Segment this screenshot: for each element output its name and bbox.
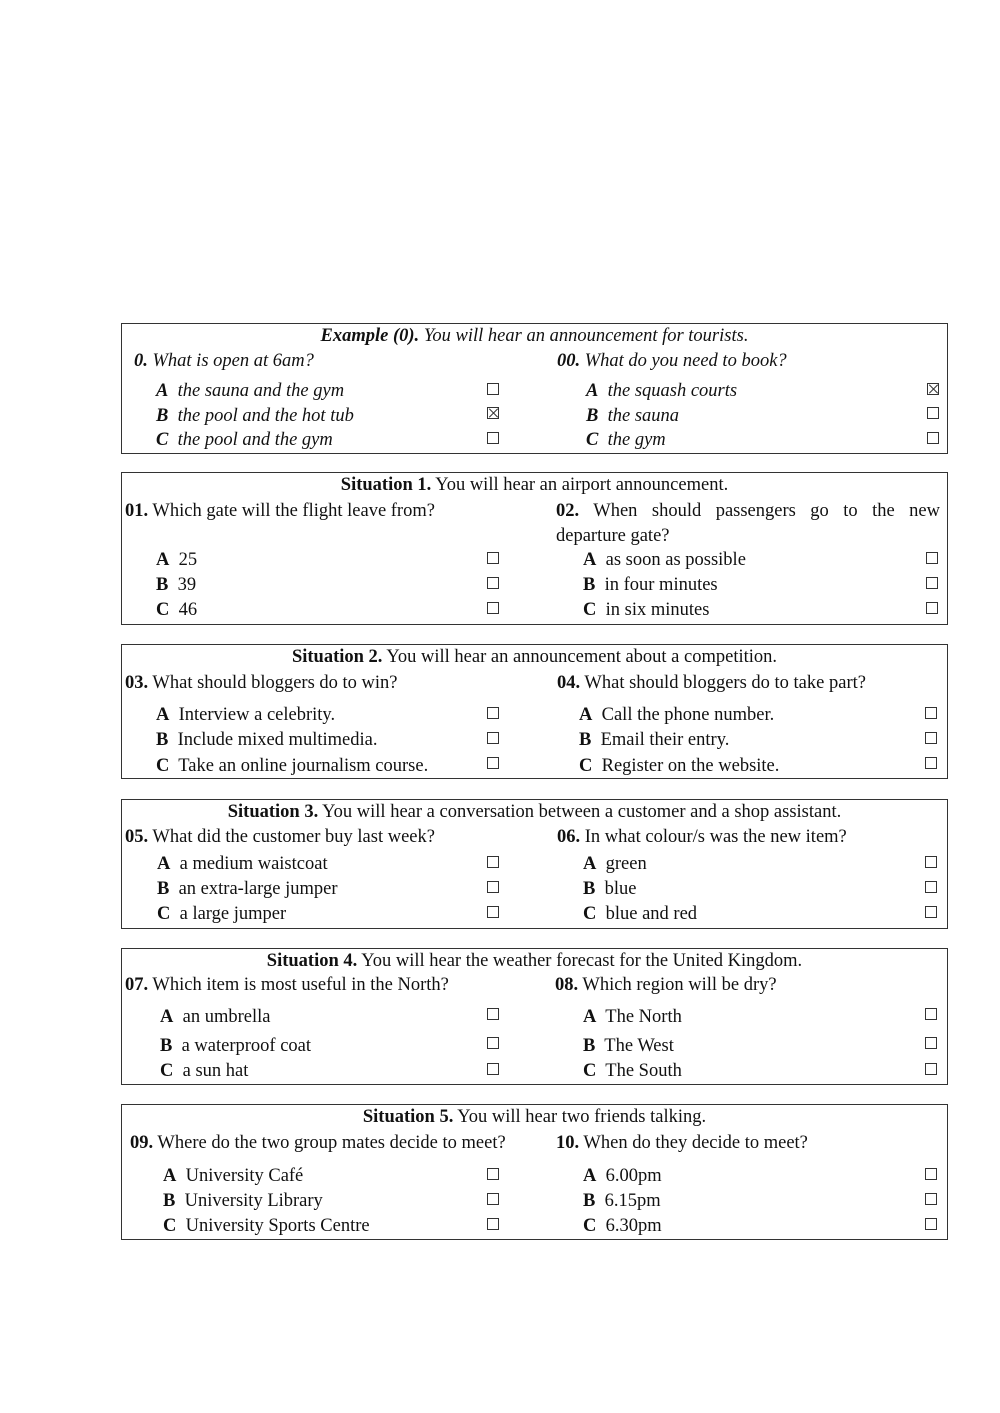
option-05-b: B an extra-large jumper bbox=[157, 879, 338, 899]
question-number: 07. bbox=[125, 975, 149, 995]
question-text: What should bloggers do to win? bbox=[148, 673, 398, 693]
checkbox-01-a[interactable] bbox=[487, 552, 499, 564]
option-00-c: C the gym bbox=[586, 430, 666, 450]
situation-1-box bbox=[121, 472, 948, 625]
question-number: 08. bbox=[555, 975, 579, 995]
option-09-b: B University Library bbox=[163, 1191, 323, 1211]
question-05 bbox=[125, 825, 435, 850]
option-09-a: A University Café bbox=[163, 1166, 304, 1186]
situation-4-box bbox=[121, 948, 948, 1085]
question-text: When should passengers go to the new departure gate? bbox=[556, 501, 940, 546]
question-text: When do they decide to meet? bbox=[579, 1133, 808, 1153]
option-02-a: A as soon as possible bbox=[583, 550, 746, 570]
situation-title-text: You will hear the weather forecast for the United Kingdom. bbox=[357, 951, 803, 971]
question-number: 03. bbox=[125, 673, 149, 693]
option-03-a: A Interview a celebrity. bbox=[156, 705, 336, 725]
question-06 bbox=[557, 825, 847, 850]
checkbox-08-c[interactable] bbox=[925, 1063, 937, 1075]
example-heading bbox=[122, 324, 947, 349]
question-number: 04. bbox=[557, 673, 581, 693]
option-04-b: B Email their entry. bbox=[579, 730, 730, 750]
situation-title-bold: Situation 2. bbox=[291, 647, 383, 667]
option-01-a: A 25 bbox=[156, 550, 198, 570]
question-text: In what colour/s was the new item? bbox=[580, 827, 847, 847]
situation-2-box bbox=[121, 644, 948, 779]
question-08 bbox=[555, 973, 777, 998]
situation-title-text: You will hear a conversation between a customer and a shop assistant. bbox=[318, 802, 842, 822]
situation-title-text: You will hear an announcement about a competition. bbox=[382, 647, 778, 667]
situation-heading bbox=[122, 800, 947, 825]
option-01-c: C 46 bbox=[156, 600, 198, 620]
situation-title-bold: Situation 4. bbox=[266, 951, 358, 971]
example-box bbox=[121, 323, 948, 454]
option-04-c: C Register on the website. bbox=[579, 756, 780, 776]
question-text: What should bloggers do to take part? bbox=[580, 673, 866, 693]
option-08-c: C The South bbox=[583, 1061, 682, 1081]
situation-5-box bbox=[121, 1104, 948, 1240]
option-07-b: B a waterproof coat bbox=[160, 1036, 312, 1056]
option-02-b: B in four minutes bbox=[583, 575, 718, 595]
situation-heading bbox=[122, 1105, 947, 1130]
checkbox-03-b[interactable] bbox=[487, 732, 499, 744]
question-09 bbox=[130, 1131, 506, 1156]
checkbox-07-b[interactable] bbox=[487, 1037, 499, 1049]
checkbox-0-b[interactable] bbox=[487, 407, 499, 419]
example-title-text: You will hear an announcement for tourists. bbox=[419, 326, 749, 346]
option-02-c: C in six minutes bbox=[583, 600, 710, 620]
checkbox-04-a[interactable] bbox=[925, 707, 937, 719]
checkbox-05-c[interactable] bbox=[487, 906, 499, 918]
checkbox-09-b[interactable] bbox=[487, 1193, 499, 1205]
checkbox-01-b[interactable] bbox=[487, 577, 499, 589]
example-title-bold: Example (0). bbox=[320, 326, 420, 346]
situation-title-text: You will hear an airport announcement. bbox=[431, 475, 729, 495]
question-number: 05. bbox=[125, 827, 149, 847]
question-text: What is open at 6am? bbox=[147, 351, 314, 371]
question-00 bbox=[557, 349, 787, 374]
question-10 bbox=[556, 1131, 808, 1156]
checkbox-00-b[interactable] bbox=[927, 407, 939, 419]
checkbox-03-c[interactable] bbox=[487, 757, 499, 769]
question-03 bbox=[125, 671, 398, 696]
checkbox-0-a[interactable] bbox=[487, 383, 499, 395]
situation-title-bold: Situation 1. bbox=[340, 475, 432, 495]
checkbox-10-a[interactable] bbox=[925, 1168, 937, 1180]
question-02 bbox=[556, 499, 940, 549]
checkbox-09-a[interactable] bbox=[487, 1168, 499, 1180]
situation-heading bbox=[122, 473, 947, 498]
question-number: 09. bbox=[130, 1133, 154, 1153]
checkbox-08-b[interactable] bbox=[925, 1037, 937, 1049]
question-number: 02. bbox=[556, 501, 580, 521]
situation-heading bbox=[122, 949, 947, 974]
question-0 bbox=[134, 349, 314, 374]
option-0-b: B the pool and the hot tub bbox=[156, 406, 354, 426]
question-04 bbox=[557, 671, 866, 696]
checkbox-00-a[interactable] bbox=[927, 383, 939, 395]
checkbox-04-b[interactable] bbox=[925, 732, 937, 744]
checkbox-05-a[interactable] bbox=[487, 856, 499, 868]
option-00-a: A the squash courts bbox=[586, 381, 738, 401]
option-0-c: C the pool and the gym bbox=[156, 430, 333, 450]
question-number: 01. bbox=[125, 501, 149, 521]
option-10-a: A 6.00pm bbox=[583, 1166, 662, 1186]
option-07-c: C a sun hat bbox=[160, 1061, 249, 1081]
option-06-c: C blue and red bbox=[583, 904, 698, 924]
situation-title-bold: Situation 5. bbox=[362, 1107, 454, 1127]
situation-heading bbox=[122, 645, 947, 670]
question-text: Where do the two group mates decide to meet? bbox=[153, 1133, 506, 1153]
question-text: What did the customer buy last week? bbox=[148, 827, 435, 847]
checkbox-09-c[interactable] bbox=[487, 1218, 499, 1230]
checkbox-06-b[interactable] bbox=[925, 881, 937, 893]
checkbox-05-b[interactable] bbox=[487, 881, 499, 893]
question-text: Which region will be dry? bbox=[578, 975, 777, 995]
question-number: 10. bbox=[556, 1133, 580, 1153]
option-08-a: A The North bbox=[583, 1007, 682, 1027]
checkbox-03-a[interactable] bbox=[487, 707, 499, 719]
option-03-b: B Include mixed multimedia. bbox=[156, 730, 378, 750]
checkbox-08-a[interactable] bbox=[925, 1008, 937, 1020]
question-number: 00. bbox=[557, 351, 581, 371]
checkbox-02-b[interactable] bbox=[926, 577, 938, 589]
question-number: 0. bbox=[134, 351, 148, 371]
question-text: Which item is most useful in the North? bbox=[148, 975, 449, 995]
option-00-b: B the sauna bbox=[586, 406, 680, 426]
checkbox-01-c[interactable] bbox=[487, 602, 499, 614]
checkbox-0-c[interactable] bbox=[487, 432, 499, 444]
checkbox-10-b[interactable] bbox=[925, 1193, 937, 1205]
option-07-a: A an umbrella bbox=[160, 1007, 271, 1027]
option-03-c: C Take an online journalism course. bbox=[156, 756, 429, 776]
situation-title-text: You will hear two friends talking. bbox=[453, 1107, 707, 1127]
checkbox-07-c[interactable] bbox=[487, 1063, 499, 1075]
option-08-b: B The West bbox=[583, 1036, 674, 1056]
situation-3-box bbox=[121, 799, 948, 929]
situation-title-bold: Situation 3. bbox=[227, 802, 319, 822]
checkbox-02-c[interactable] bbox=[926, 602, 938, 614]
question-07 bbox=[125, 973, 449, 998]
question-text: Which gate will the flight leave from? bbox=[148, 501, 435, 521]
option-06-a: A green bbox=[583, 854, 647, 874]
checkbox-06-a[interactable] bbox=[925, 856, 937, 868]
option-05-a: A a medium waistcoat bbox=[157, 854, 328, 874]
question-text: What do you need to book? bbox=[580, 351, 787, 371]
option-05-c: C a large jumper bbox=[157, 904, 287, 924]
checkbox-02-a[interactable] bbox=[926, 552, 938, 564]
checkbox-10-c[interactable] bbox=[925, 1218, 937, 1230]
option-01-b: B 39 bbox=[156, 575, 197, 595]
checkbox-00-c[interactable] bbox=[927, 432, 939, 444]
question-01 bbox=[125, 499, 435, 524]
question-number: 06. bbox=[557, 827, 581, 847]
checkbox-04-c[interactable] bbox=[925, 757, 937, 769]
option-04-a: A Call the phone number. bbox=[579, 705, 775, 725]
option-0-a: A the sauna and the gym bbox=[156, 381, 345, 401]
checkbox-06-c[interactable] bbox=[925, 906, 937, 918]
option-06-b: B blue bbox=[583, 879, 637, 899]
option-10-b: B 6.15pm bbox=[583, 1191, 661, 1211]
checkbox-07-a[interactable] bbox=[487, 1008, 499, 1020]
option-10-c: C 6.30pm bbox=[583, 1216, 662, 1236]
option-09-c: C University Sports Centre bbox=[163, 1216, 370, 1236]
